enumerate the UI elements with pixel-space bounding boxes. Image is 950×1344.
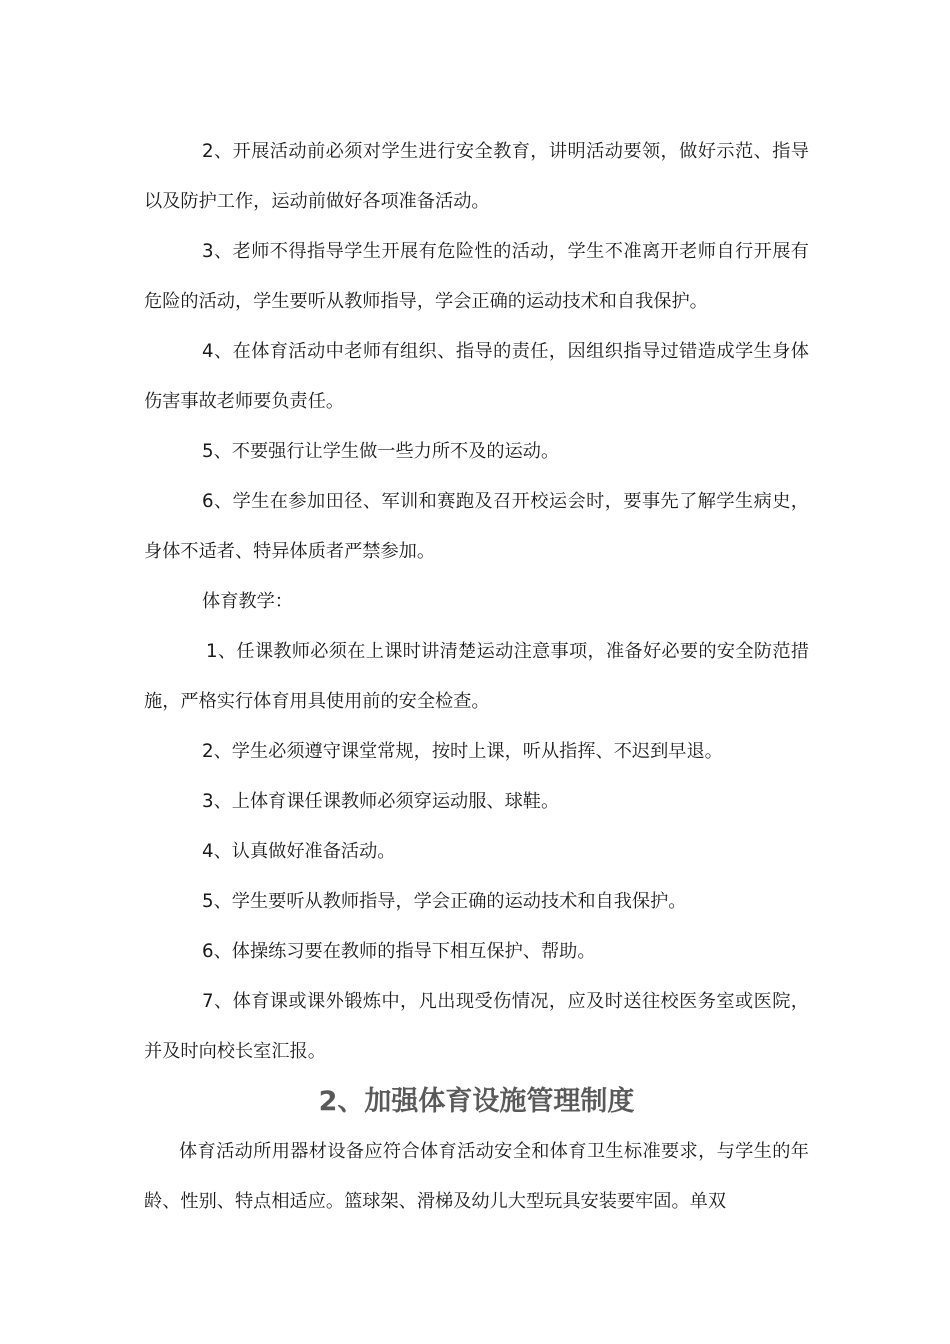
paragraph-7: 2、学生必须遵守课堂常规，按时上课，听从指挥、不迟到早退。 <box>202 741 723 762</box>
paragraph-6: 1、任课教师必须在上课时讲清楚运动注意事项，准备好必要的安全防范措施，严格实行体育用具使用前的安全检查。 <box>144 641 809 712</box>
paragraph-4: 5、不要强行让学生做一些力所不及的运动。 <box>202 441 560 462</box>
paragraph-10: 5、学生要听从教师指导，学会正确的运动技术和自我保护。 <box>202 891 687 912</box>
paragraph-2: 3、老师不得指导学生开展有危险性的活动，学生不准离开老师自行开展有危险的活动，学生要听从教师指导，学会正确的运动技术和自我保护。 <box>144 241 809 312</box>
paragraph-13: 体育活动所用器材设备应符合体育活动安全和体育卫生标准要求，与学生的年龄、性别、特点相适应。篮球架、滑梯及幼儿大型玩具安装要牢固。单双 <box>144 1141 809 1212</box>
document-body <box>144 127 809 1227</box>
paragraph-11: 6、体操练习要在教师的指导下相互保护、帮助。 <box>202 941 596 962</box>
paragraph-8: 3、上体育课任课教师必须穿运动服、球鞋。 <box>202 791 560 812</box>
paragraph-1: 2、开展活动前必须对学生进行安全教育，讲明活动要领，做好示范、指导以及防护工作，运动前做好各项准备活动。 <box>144 141 809 212</box>
paragraph-5: 6、学生在参加田径、军训和赛跑及召开校运会时，要事先了解学生病史，身体不适者、特异体质者严禁参加。 <box>144 491 809 562</box>
paragraph-12: 7、体育课或课外锻炼中，凡出现受伤情况，应及时送往校医务室或医院，并及时向校长室汇报。 <box>144 991 809 1062</box>
paragraph-3: 4、在体育活动中老师有组织、指导的责任，因组织指导过错造成学生身体伤害事故老师要负责任。 <box>144 341 809 412</box>
subsection-label: 体育教学： <box>202 591 293 612</box>
paragraph-9: 4、认真做好准备活动。 <box>202 841 396 862</box>
section-heading: 2、加强体育设施管理制度 <box>318 1086 635 1117</box>
